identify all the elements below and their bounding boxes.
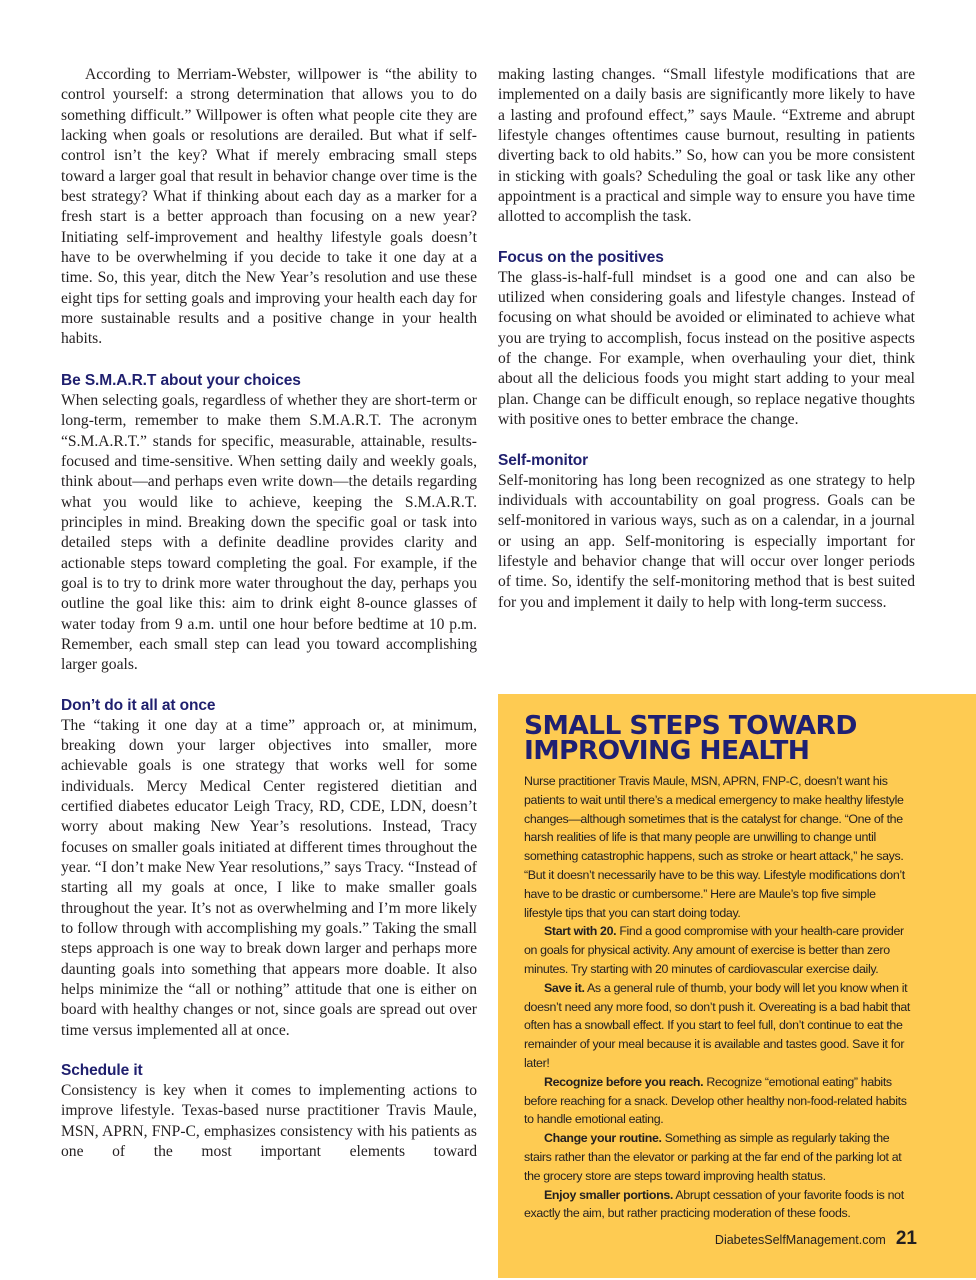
sidebar-tip — [524, 1129, 916, 1185]
paragraph-schedule-it: Consistency is key when it comes to implementing actions to improve lifestyle. Texas-based nurse practitioner Travis Maule, MSN, APRN, FNP-C, emphasizes consistency with his patients as one of the most important elements toward — [61, 1082, 477, 1161]
sidebar-intro: Nurse practitioner Travis Maule, MSN, APRN, FNP-C, doesn’t want his patients to wait until there’s a medical emergency to make healthy lifestyle changes—although sometimes that is the catalyst for change. “One of the harsh realities of life is that many people are unwilling to change until something catastrophic happens, such as stroke or heart attack,” he says. “But it doesn’t necessarily have to be this way. Lifestyle modifications don’t have to be drastic or cumbersome.” Here are Maule’s top five simple lifestyle tips that you can start doing today. — [524, 774, 905, 920]
sidebar-title-line1: SMALL STEPS TOWARD — [524, 711, 857, 741]
heading-schedule-it: Schedule it — [61, 1062, 143, 1080]
intro-paragraph: According to Merriam-Webster, willpower is “the ability to control yourself: a strong determination that allows you to do something difficult.” Willpower is often what people cite they are lacking when goals or resolutions are derailed. But what if self-control isn’t the key? What if merely embracing small steps toward a larger goal that result in behavior change over time is the best strategy? What if thinking about each day as a marker for a fresh start is a better approach than focusing on a new year? Initiating self-improvement and healthy lifestyle goals doesn’t have to be overwhelming if you decide to take it one day at a time. So, this year, ditch the New Year’s resolution and use these eight tips for setting goals and improving your health each day for more sustainable results and a positive change in your health habits. — [61, 66, 477, 348]
tip-title: Recognize before you reach. — [544, 1074, 704, 1089]
footer-site-name: DiabetesSelfManagement.com — [714, 1233, 886, 1247]
heading-focus-on-positives: Focus on the positives — [498, 248, 664, 266]
page-number: 21 — [895, 1228, 917, 1249]
paragraph-dont-do-it-all: The “taking it one day at a time” approach or, at minimum, breaking down your larger objectives into smaller, more achievable goals is one strategy that works well for some individuals. Mercy Medical Center registered dietitian and certified diabetes educator Leigh Tracy, RD, CDE, LDN, doesn’t worry about making New Year’s resolutions. Instead, Tracy focuses on smaller goals initiated at different times throughout the year. “I don’t make New Year resolutions,” says Tracy. “Instead of starting all my goals at once, I like to make smaller goals throughout the year. It’s not as overwhelming and I’m more likely to follow through with accomplishing my goals.” Taking the small steps approach is one way to break down larger and perhaps more daunting goals into something that appears more doable. It also helps minimize the “all or nothing” attitude that one is either on board with healthy changes or not, since goals are spread out over time versus implemented all at once. — [61, 716, 477, 1039]
tip-text: Find a good compromise with your health-care provider on goals for physical activity. Any amount of exercise is better than zero minutes. Try starting with 20 minutes of cardiovascular exercise daily. — [524, 924, 904, 976]
tip-text: Abrupt cessation of your favorite foods is not exactly the aim, but rather practicing moderation of these foods. — [524, 1187, 904, 1221]
sidebar-tip — [524, 922, 916, 978]
tip-text: Something as simple as regularly taking the stairs rather than the elevator or parking at the far end of the parking lot at the grocery store are steps toward improving health status. — [524, 1131, 902, 1183]
heading-self-monitor: Self-monitor — [498, 451, 589, 469]
tip-text: Recognize “emotional eating” habits before reaching for a snack. Develop other healthy non-food-related habits to handle emotional eating. — [524, 1074, 907, 1127]
sidebar-box — [498, 694, 976, 1278]
sidebar-body — [524, 772, 916, 1223]
sidebar-tip — [524, 979, 916, 1073]
sidebar-tip — [524, 1186, 916, 1224]
heading-dont-do-it-all: Don’t do it all at once — [61, 696, 216, 714]
right-column — [498, 65, 915, 613]
page-footer — [715, 1228, 917, 1250]
left-column — [61, 65, 477, 1163]
paragraph-focus-on-positives: The glass-is-half-full mindset is a good one and can also be utilized when considering goals and lifestyle changes. Instead of focusing on what should be avoided or eliminated to achieve what you are trying to accomplish, focus instead on the positive aspects of the change. For example, when overhauling your diet, think about all the delicious foods you might start adding to your meal plan. Change can be difficult enough, so replace negative thoughts with positive ones to better embrace the change. — [498, 268, 915, 429]
tip-title: Start with 20. — [544, 924, 617, 939]
tip-title: Save it. — [544, 980, 585, 995]
sidebar-title — [524, 711, 924, 766]
paragraph-self-monitor: Self-monitoring has long been recognized as one strategy to help individuals with accountability on goal progress. Goals can be self-monitored in various ways, such as on a calendar, in a journal or using an app. Self-monitoring is especially important for lifestyle and behavior change that will occur over longer periods of time. So, identify the self-monitoring method that is best suited for you and implement it daily to help with long-term success. — [498, 471, 915, 611]
sidebar-content — [524, 711, 916, 1223]
sidebar-tip — [524, 1073, 916, 1129]
heading-be-smart: Be S.M.A.R.T about your choices — [61, 371, 301, 389]
paragraph-be-smart: When selecting goals, regardless of whether they are short-term or long-term, remember to make them S.M.A.R.T. The acronym “S.M.A.R.T.” stands for specific, measurable, attainable, results-focused and time-sensitive. When setting daily and weekly goals, think about—and perhaps even write down—the details regarding what you would like to achieve, keeping the S.M.A.R.T. principles in mind. Breaking down the specific goal or task into detailed steps with a definite deadline provides clarity and actionable steps toward completing the goal. For example, if the goal is to try to drink more water throughout the day, perhaps you outline the goal like this: aim to drink eight 8-ounce glasses of water today from 9 a.m. until one hour before bedtime at 10 p.m. Remember, each small step can lead you toward accomplishing larger goals. — [61, 391, 477, 674]
tip-title: Change your routine. — [544, 1131, 662, 1146]
tip-text: As a general rule of thumb, your body will let you know when it doesn’t need any more food, so don’t push it. Overeating is a bad habit that often has a snowball effect. If you start to feel full, don’t continue to eat the remainder of your meal because it is available and tastes good. Save it for later! — [524, 980, 911, 1070]
sidebar-title-line2: IMPROVING HEALTH — [524, 736, 810, 766]
continuation-paragraph: making lasting changes. “Small lifestyle modifications that are implemented on a daily basis are significantly more likely to have a lasting and profound effect,” says Maule. “Extreme and abrupt lifestyle changes oftentimes cause burnout, resulting in patients diverting back to old habits.” So, how can you be more consistent in sticking with goals? Scheduling the goal or task like any other appointment is a practical and simple way to ensure you have time allotted to accomplish the task. — [498, 66, 915, 226]
tip-title: Enjoy smaller portions. — [544, 1187, 673, 1202]
